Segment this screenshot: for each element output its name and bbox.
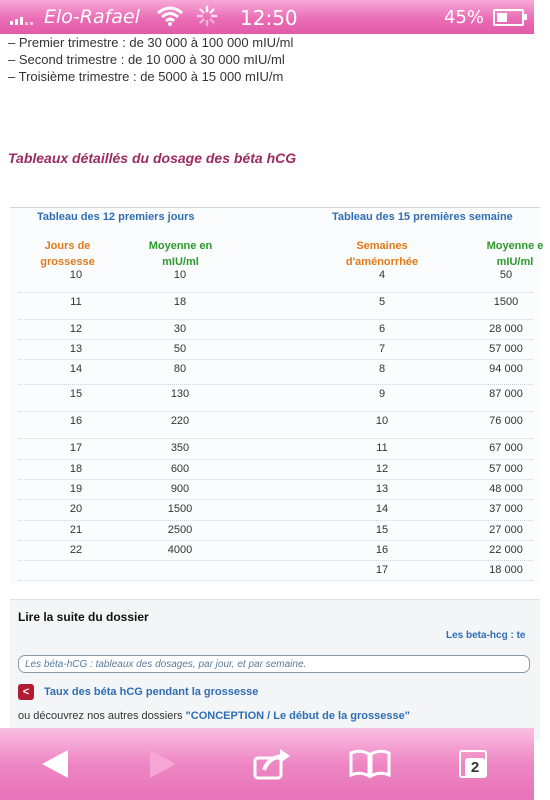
table-cell: 18 000 [489,564,523,576]
table-cell: 17 [69,442,83,454]
right-col2-header: Moyenne e mIU/ml [486,240,544,268]
table-cell: 12 [69,323,83,335]
table-cell: 37 000 [489,503,523,515]
conception-link[interactable]: "CONCEPTION / Le début de la grossesse" [185,710,410,722]
battery-icon [493,9,524,26]
table-cell: 16 [375,544,389,556]
table-cell: 18 [69,463,83,475]
table-cell: 13 [375,483,389,495]
left-table-caption: Tableau des 12 premiers jours [37,211,195,223]
bookmarks-button[interactable] [340,742,400,786]
trimester-line: – Troisième trimestre : de 5000 à 15 000 mIU/m [8,69,284,84]
row-divider [18,384,533,385]
row-divider [18,540,533,541]
left-col1-header: Jours de grossesse [40,240,95,268]
table-cell: 8 [378,363,386,375]
battery-percentage: 45% [444,7,485,28]
row-divider [18,459,533,460]
table-cell: 17 [375,564,389,576]
row-divider [18,339,533,340]
read-more-section [10,599,540,740]
table-cell: 80 [173,363,187,375]
trimester-list [8,34,293,85]
other-dossiers-prefix: ou découvrez nos autres dossiers [18,710,186,722]
table-cell: 57 000 [489,463,523,475]
table-cell: 12 [375,463,389,475]
share-button[interactable] [242,742,302,786]
table-cell: 87 000 [489,388,523,400]
signal-icon [10,9,33,25]
row-divider [18,292,533,293]
taux-link[interactable]: Taux des béta hCG pendant la grossesse [44,686,259,698]
table-cell: 21 [69,524,83,536]
table-cell: 27 000 [489,524,523,536]
share-icon [252,746,292,782]
wifi-icon [156,5,184,27]
table-cell: 19 [69,483,83,495]
table-cell: 57 000 [489,343,523,355]
row-divider [18,520,533,521]
table-cell: 900 [170,483,190,495]
table-cell: 48 000 [489,483,523,495]
table-cell: 2500 [167,524,193,536]
trimester-line: – Premier trimestre : de 30 000 à 100 000 mIU/ml [8,35,294,50]
forward-button[interactable] [138,742,188,786]
table-cell: 50 [173,343,187,355]
loading-spinner-icon [196,5,218,27]
left-col2-header: Moyenne en mIU/ml [148,240,213,268]
table-cell: 94 000 [489,363,523,375]
carrier-name: Elo-Rafael [44,6,140,28]
status-bar [0,0,534,34]
table-cell: 11 [70,296,82,308]
table-cell: 6 [378,323,386,335]
tabs-button[interactable] [448,742,498,786]
table-cell: 220 [170,415,190,427]
table-cell: 7 [378,343,386,355]
table-cell: 22 000 [489,544,523,556]
table-cell: 4 [378,269,386,281]
tabs-count: 2 [465,758,485,778]
row-divider [18,580,533,581]
table-cell: 14 [375,503,389,515]
back-icon [40,748,70,780]
tabs-icon [453,744,493,784]
table-cell: 130 [170,388,190,400]
right-table-caption: Tableau des 15 premières semaine [332,211,513,223]
right-col1-header: Semaines d'aménorrhée [345,240,419,268]
related-link[interactable]: Les beta-hcg : te [446,630,526,641]
table-cell: 10 [375,415,389,427]
table-cell: 22 [69,544,83,556]
row-divider [18,499,533,500]
dossier-link-box[interactable]: Les béta-hCG : tableaux des dosages, par jour, et par semaine. [18,655,530,673]
section-title: Tableaux détaillés du dosage des béta hCG [8,150,297,166]
book-icon [348,749,392,779]
row-divider [18,411,533,412]
table-cell: 67 000 [489,442,523,454]
table-cell: 9 [378,388,386,400]
row-divider [18,319,533,320]
trimester-line: – Second trimestre : de 10 000 à 30 000 mIU/ml [8,52,285,67]
browser-toolbar [0,728,534,800]
read-more-title: Lire la suite du dossier [18,610,149,624]
table-cell: 15 [375,524,389,536]
table-cell: 350 [170,442,190,454]
table-cell: 16 [69,415,83,427]
table-cell: 13 [69,343,83,355]
table-cell: 1500 [167,503,193,515]
back-arrow-icon[interactable]: < [18,684,34,700]
other-dossiers-text [18,710,410,722]
table-cell: 18 [173,296,187,308]
table-cell: 10 [173,269,187,281]
table-cell: 10 [69,269,83,281]
table-cell: 4000 [167,544,193,556]
table-cell: 28 000 [489,323,523,335]
hcg-tables [10,207,544,584]
table-cell: 76 000 [489,415,523,427]
back-button[interactable] [30,742,80,786]
clock: 12:50 [240,6,298,30]
table-cell: 5 [378,296,386,308]
table-cell: 20 [69,503,83,515]
table-cell: 15 [69,388,83,400]
table-cell: 1500 [493,296,519,308]
table-cell: 30 [173,323,187,335]
row-divider [18,479,533,480]
row-divider [18,438,533,439]
web-content[interactable] [0,34,544,728]
forward-icon [148,748,178,780]
table-cell: 600 [170,463,190,475]
table-cell: 50 [499,269,513,281]
table-cell: 11 [376,442,388,454]
row-divider [18,560,533,561]
row-divider [18,359,533,360]
table-cell: 14 [69,363,83,375]
